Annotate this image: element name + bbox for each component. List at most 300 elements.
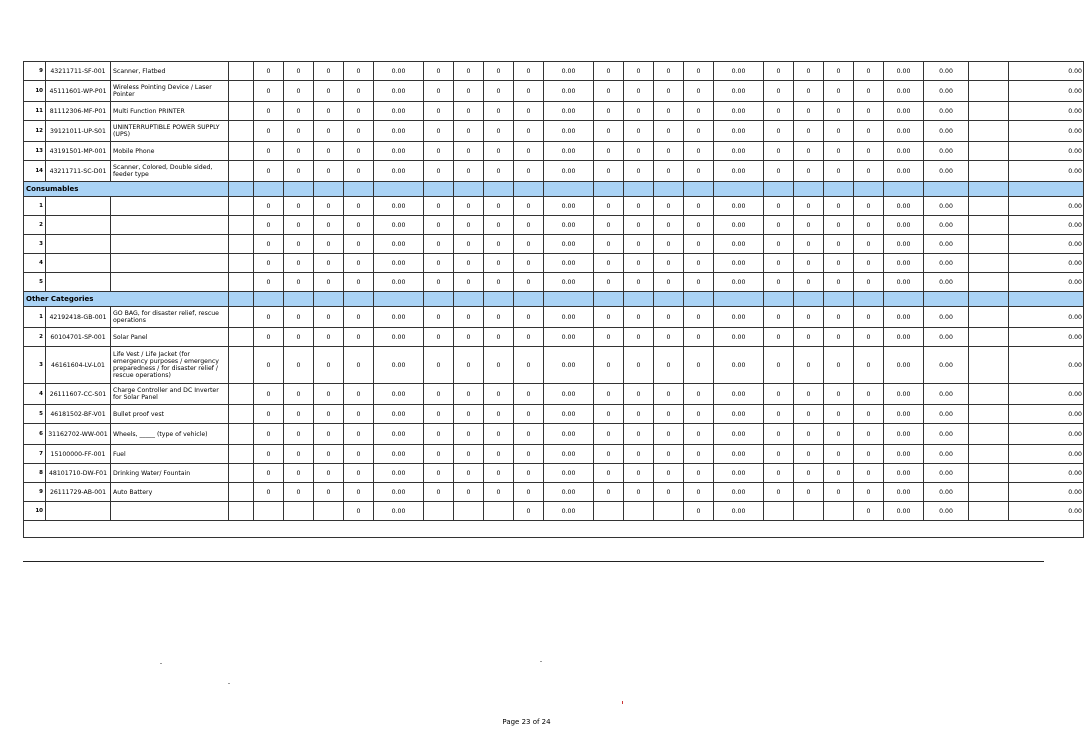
amount-cell: 0.00 xyxy=(884,142,924,161)
amount-cell: 0.00 xyxy=(374,142,424,161)
amount-cell: 0.00 xyxy=(924,216,969,235)
quantity-cell xyxy=(314,502,344,521)
amount-cell: 0.00 xyxy=(374,121,424,142)
amount-cell: 0.00 xyxy=(924,254,969,273)
quantity-cell: 0 xyxy=(254,62,284,81)
item-description: Charge Controller and DC Inverter for Solar Panel xyxy=(111,384,229,405)
amount-cell: 0.00 xyxy=(374,254,424,273)
total-amount-cell: 0.00 xyxy=(1009,464,1084,483)
quantity-cell: 0 xyxy=(594,121,624,142)
quantity-cell: 0 xyxy=(424,161,454,182)
unit-cell xyxy=(229,347,254,384)
quantity-cell: 0 xyxy=(594,81,624,102)
item-code xyxy=(46,216,111,235)
quantity-cell: 0 xyxy=(684,405,714,424)
table-row-empty xyxy=(24,521,1084,538)
amount-cell: 0.00 xyxy=(884,102,924,121)
quantity-cell: 0 xyxy=(794,62,824,81)
item-description: Drinking Water/ Fountain xyxy=(111,464,229,483)
unit-cell xyxy=(229,235,254,254)
quantity-cell: 0 xyxy=(594,142,624,161)
quantity-cell: 0 xyxy=(624,424,654,445)
quantity-cell: 0 xyxy=(284,62,314,81)
quantity-cell: 0 xyxy=(764,273,794,292)
amount-cell: 0.00 xyxy=(714,142,764,161)
table-row xyxy=(24,424,1084,445)
amount-cell: 0.00 xyxy=(884,216,924,235)
amount-cell: 0.00 xyxy=(374,235,424,254)
table-row xyxy=(24,121,1084,142)
quantity-cell: 0 xyxy=(824,464,854,483)
quantity-cell: 0 xyxy=(854,121,884,142)
quantity-cell: 0 xyxy=(684,464,714,483)
unit-cell xyxy=(229,483,254,502)
quantity-cell: 0 xyxy=(824,254,854,273)
quantity-cell: 0 xyxy=(254,161,284,182)
quantity-cell: 0 xyxy=(654,424,684,445)
quantity-cell: 0 xyxy=(624,121,654,142)
amount-cell: 0.00 xyxy=(884,464,924,483)
quantity-cell: 0 xyxy=(314,62,344,81)
quantity-cell: 0 xyxy=(624,483,654,502)
quantity-cell: 0 xyxy=(654,307,684,328)
quantity-cell: 0 xyxy=(314,197,344,216)
quantity-cell: 0 xyxy=(314,307,344,328)
quantity-cell: 0 xyxy=(684,424,714,445)
unit-cell xyxy=(229,216,254,235)
quantity-cell: 0 xyxy=(624,81,654,102)
scan-speck xyxy=(160,663,162,664)
amount-cell: 0.00 xyxy=(924,307,969,328)
quantity-cell: 0 xyxy=(284,307,314,328)
category-cell xyxy=(344,292,374,307)
blank-cell xyxy=(969,81,1009,102)
quantity-cell: 0 xyxy=(854,307,884,328)
quantity-cell: 0 xyxy=(344,142,374,161)
item-code: 26111729-AB-001 xyxy=(46,483,111,502)
quantity-cell: 0 xyxy=(484,235,514,254)
quantity-cell: 0 xyxy=(854,81,884,102)
blank-cell xyxy=(969,483,1009,502)
table-row xyxy=(24,81,1084,102)
quantity-cell: 0 xyxy=(454,483,484,502)
row-number: 1 xyxy=(24,307,46,328)
quantity-cell: 0 xyxy=(454,307,484,328)
total-amount-cell: 0.00 xyxy=(1009,235,1084,254)
quantity-cell: 0 xyxy=(794,121,824,142)
quantity-cell: 0 xyxy=(424,347,454,384)
category-cell xyxy=(824,292,854,307)
quantity-cell: 0 xyxy=(824,483,854,502)
item-description xyxy=(111,235,229,254)
amount-cell: 0.00 xyxy=(374,445,424,464)
quantity-cell: 0 xyxy=(454,102,484,121)
category-cell xyxy=(254,182,284,197)
amount-cell: 0.00 xyxy=(924,142,969,161)
amount-cell: 0.00 xyxy=(544,307,594,328)
quantity-cell: 0 xyxy=(794,347,824,384)
quantity-cell: 0 xyxy=(514,347,544,384)
table-row xyxy=(24,502,1084,521)
amount-cell: 0.00 xyxy=(924,235,969,254)
quantity-cell: 0 xyxy=(484,307,514,328)
quantity-cell: 0 xyxy=(344,273,374,292)
quantity-cell: 0 xyxy=(654,142,684,161)
quantity-cell: 0 xyxy=(254,328,284,347)
quantity-cell: 0 xyxy=(854,216,884,235)
quantity-cell: 0 xyxy=(454,81,484,102)
amount-cell: 0.00 xyxy=(924,81,969,102)
blank-cell xyxy=(969,307,1009,328)
quantity-cell: 0 xyxy=(854,483,884,502)
quantity-cell: 0 xyxy=(424,307,454,328)
category-cell xyxy=(544,182,594,197)
amount-cell: 0.00 xyxy=(374,483,424,502)
quantity-cell: 0 xyxy=(824,216,854,235)
quantity-cell: 0 xyxy=(484,273,514,292)
quantity-cell: 0 xyxy=(824,347,854,384)
amount-cell: 0.00 xyxy=(544,254,594,273)
item-description: Wireless Pointing Device / Laser Pointer xyxy=(111,81,229,102)
amount-cell: 0.00 xyxy=(884,328,924,347)
quantity-cell: 0 xyxy=(424,216,454,235)
item-code xyxy=(46,197,111,216)
amount-cell: 0.00 xyxy=(714,216,764,235)
category-cell xyxy=(374,292,424,307)
amount-cell: 0.00 xyxy=(884,161,924,182)
amount-cell: 0.00 xyxy=(374,464,424,483)
quantity-cell: 0 xyxy=(514,445,544,464)
quantity-cell: 0 xyxy=(594,384,624,405)
quantity-cell xyxy=(454,502,484,521)
amount-cell: 0.00 xyxy=(884,197,924,216)
scan-speck xyxy=(228,683,230,684)
quantity-cell: 0 xyxy=(794,102,824,121)
quantity-cell: 0 xyxy=(684,347,714,384)
category-cell xyxy=(484,292,514,307)
quantity-cell: 0 xyxy=(764,81,794,102)
quantity-cell xyxy=(484,502,514,521)
quantity-cell: 0 xyxy=(764,62,794,81)
category-cell xyxy=(284,292,314,307)
amount-cell: 0.00 xyxy=(374,81,424,102)
quantity-cell: 0 xyxy=(314,102,344,121)
category-cell xyxy=(229,292,254,307)
blank-cell xyxy=(969,347,1009,384)
quantity-cell: 0 xyxy=(824,405,854,424)
amount-cell: 0.00 xyxy=(924,273,969,292)
quantity-cell: 0 xyxy=(854,197,884,216)
quantity-cell: 0 xyxy=(344,424,374,445)
quantity-cell: 0 xyxy=(424,405,454,424)
quantity-cell: 0 xyxy=(624,161,654,182)
quantity-cell: 0 xyxy=(284,121,314,142)
quantity-cell: 0 xyxy=(344,347,374,384)
table-row xyxy=(24,307,1084,328)
table-row xyxy=(24,405,1084,424)
unit-cell xyxy=(229,142,254,161)
amount-cell: 0.00 xyxy=(544,464,594,483)
quantity-cell: 0 xyxy=(514,142,544,161)
category-cell xyxy=(624,182,654,197)
quantity-cell: 0 xyxy=(454,347,484,384)
quantity-cell: 0 xyxy=(424,273,454,292)
quantity-cell: 0 xyxy=(624,216,654,235)
quantity-cell xyxy=(254,502,284,521)
quantity-cell: 0 xyxy=(514,254,544,273)
amount-cell: 0.00 xyxy=(544,102,594,121)
item-code: 48101710-DW-F01 xyxy=(46,464,111,483)
quantity-cell: 0 xyxy=(594,273,624,292)
quantity-cell xyxy=(794,502,824,521)
item-description xyxy=(111,254,229,273)
amount-cell: 0.00 xyxy=(884,405,924,424)
quantity-cell: 0 xyxy=(254,197,284,216)
quantity-cell xyxy=(594,502,624,521)
quantity-cell: 0 xyxy=(684,216,714,235)
total-amount-cell: 0.00 xyxy=(1009,328,1084,347)
category-cell xyxy=(924,292,969,307)
amount-cell: 0.00 xyxy=(374,424,424,445)
amount-cell: 0.00 xyxy=(884,424,924,445)
quantity-cell: 0 xyxy=(654,254,684,273)
amount-cell: 0.00 xyxy=(544,81,594,102)
amount-cell: 0.00 xyxy=(374,328,424,347)
amount-cell: 0.00 xyxy=(714,254,764,273)
category-cell xyxy=(229,182,254,197)
unit-cell xyxy=(229,445,254,464)
quantity-cell: 0 xyxy=(514,483,544,502)
amount-cell: 0.00 xyxy=(884,502,924,521)
quantity-cell: 0 xyxy=(594,254,624,273)
quantity-cell: 0 xyxy=(854,445,884,464)
quantity-cell: 0 xyxy=(624,142,654,161)
quantity-cell: 0 xyxy=(854,405,884,424)
unit-cell xyxy=(229,464,254,483)
quantity-cell: 0 xyxy=(624,464,654,483)
quantity-cell: 0 xyxy=(594,197,624,216)
row-number: 2 xyxy=(24,328,46,347)
empty-cell xyxy=(24,521,1084,538)
quantity-cell: 0 xyxy=(764,328,794,347)
quantity-cell: 0 xyxy=(624,328,654,347)
item-description xyxy=(111,502,229,521)
total-amount-cell: 0.00 xyxy=(1009,81,1084,102)
quantity-cell: 0 xyxy=(314,328,344,347)
amount-cell: 0.00 xyxy=(884,254,924,273)
quantity-cell: 0 xyxy=(654,384,684,405)
amount-cell: 0.00 xyxy=(884,384,924,405)
procurement-table xyxy=(23,61,1084,538)
amount-cell: 0.00 xyxy=(714,197,764,216)
amount-cell: 0.00 xyxy=(714,62,764,81)
quantity-cell: 0 xyxy=(254,273,284,292)
amount-cell: 0.00 xyxy=(884,445,924,464)
quantity-cell: 0 xyxy=(284,161,314,182)
quantity-cell: 0 xyxy=(484,216,514,235)
quantity-cell: 0 xyxy=(624,347,654,384)
quantity-cell: 0 xyxy=(594,216,624,235)
row-number: 2 xyxy=(24,216,46,235)
quantity-cell: 0 xyxy=(454,254,484,273)
quantity-cell: 0 xyxy=(344,483,374,502)
table-row xyxy=(24,254,1084,273)
quantity-cell: 0 xyxy=(624,235,654,254)
category-cell xyxy=(714,292,764,307)
amount-cell: 0.00 xyxy=(374,347,424,384)
amount-cell: 0.00 xyxy=(544,62,594,81)
quantity-cell: 0 xyxy=(484,81,514,102)
quantity-cell: 0 xyxy=(454,405,484,424)
category-cell xyxy=(794,292,824,307)
quantity-cell: 0 xyxy=(484,384,514,405)
quantity-cell: 0 xyxy=(424,142,454,161)
quantity-cell: 0 xyxy=(424,121,454,142)
quantity-cell: 0 xyxy=(424,235,454,254)
quantity-cell: 0 xyxy=(484,197,514,216)
amount-cell: 0.00 xyxy=(924,445,969,464)
quantity-cell: 0 xyxy=(514,197,544,216)
category-cell xyxy=(764,292,794,307)
quantity-cell: 0 xyxy=(654,197,684,216)
item-description: UNINTERRUPTIBLE POWER SUPPLY (UPS) xyxy=(111,121,229,142)
table-row xyxy=(24,216,1084,235)
amount-cell: 0.00 xyxy=(714,347,764,384)
quantity-cell: 0 xyxy=(654,62,684,81)
quantity-cell: 0 xyxy=(684,273,714,292)
row-number: 5 xyxy=(24,405,46,424)
amount-cell: 0.00 xyxy=(714,502,764,521)
blank-cell xyxy=(969,197,1009,216)
quantity-cell: 0 xyxy=(624,102,654,121)
quantity-cell: 0 xyxy=(624,445,654,464)
quantity-cell: 0 xyxy=(824,307,854,328)
amount-cell: 0.00 xyxy=(544,142,594,161)
row-number: 7 xyxy=(24,445,46,464)
blank-cell xyxy=(969,161,1009,182)
quantity-cell: 0 xyxy=(344,81,374,102)
quantity-cell: 0 xyxy=(594,405,624,424)
quantity-cell: 0 xyxy=(764,121,794,142)
quantity-cell: 0 xyxy=(654,121,684,142)
table-row xyxy=(24,62,1084,81)
blank-cell xyxy=(969,62,1009,81)
quantity-cell: 0 xyxy=(284,464,314,483)
amount-cell: 0.00 xyxy=(884,483,924,502)
quantity-cell: 0 xyxy=(424,102,454,121)
total-amount-cell: 0.00 xyxy=(1009,483,1084,502)
quantity-cell: 0 xyxy=(514,502,544,521)
quantity-cell: 0 xyxy=(454,424,484,445)
quantity-cell: 0 xyxy=(794,254,824,273)
item-description: GO BAG, for disaster relief, rescue operations xyxy=(111,307,229,328)
quantity-cell: 0 xyxy=(284,405,314,424)
unit-cell xyxy=(229,197,254,216)
quantity-cell: 0 xyxy=(314,405,344,424)
page-number: Page 23 of 24 xyxy=(502,718,551,726)
quantity-cell: 0 xyxy=(824,328,854,347)
row-number: 4 xyxy=(24,384,46,405)
quantity-cell: 0 xyxy=(514,62,544,81)
quantity-cell: 0 xyxy=(764,197,794,216)
table-row xyxy=(24,273,1084,292)
quantity-cell: 0 xyxy=(594,161,624,182)
quantity-cell: 0 xyxy=(624,405,654,424)
amount-cell: 0.00 xyxy=(884,235,924,254)
amount-cell: 0.00 xyxy=(924,121,969,142)
quantity-cell: 0 xyxy=(344,62,374,81)
quantity-cell: 0 xyxy=(254,424,284,445)
quantity-cell: 0 xyxy=(344,502,374,521)
quantity-cell: 0 xyxy=(824,121,854,142)
quantity-cell: 0 xyxy=(764,216,794,235)
quantity-cell: 0 xyxy=(284,445,314,464)
quantity-cell: 0 xyxy=(484,121,514,142)
quantity-cell: 0 xyxy=(314,216,344,235)
quantity-cell: 0 xyxy=(594,62,624,81)
quantity-cell: 0 xyxy=(424,81,454,102)
quantity-cell: 0 xyxy=(424,384,454,405)
unit-cell xyxy=(229,254,254,273)
row-number: 5 xyxy=(24,273,46,292)
amount-cell: 0.00 xyxy=(884,273,924,292)
quantity-cell: 0 xyxy=(594,307,624,328)
quantity-cell: 0 xyxy=(254,235,284,254)
item-description: Bullet proof vest xyxy=(111,405,229,424)
quantity-cell: 0 xyxy=(514,384,544,405)
category-cell xyxy=(254,292,284,307)
amount-cell: 0.00 xyxy=(374,161,424,182)
scan-speck xyxy=(540,661,542,662)
quantity-cell: 0 xyxy=(854,273,884,292)
amount-cell: 0.00 xyxy=(374,273,424,292)
item-description: Mobile Phone xyxy=(111,142,229,161)
amount-cell: 0.00 xyxy=(714,424,764,445)
quantity-cell: 0 xyxy=(794,235,824,254)
quantity-cell: 0 xyxy=(624,62,654,81)
quantity-cell: 0 xyxy=(594,328,624,347)
amount-cell: 0.00 xyxy=(374,197,424,216)
amount-cell: 0.00 xyxy=(714,81,764,102)
quantity-cell: 0 xyxy=(454,235,484,254)
quantity-cell: 0 xyxy=(454,142,484,161)
quantity-cell: 0 xyxy=(764,254,794,273)
quantity-cell: 0 xyxy=(824,384,854,405)
quantity-cell: 0 xyxy=(454,121,484,142)
amount-cell: 0.00 xyxy=(714,273,764,292)
quantity-cell: 0 xyxy=(344,384,374,405)
row-number: 13 xyxy=(24,142,46,161)
quantity-cell: 0 xyxy=(854,464,884,483)
item-code xyxy=(46,273,111,292)
quantity-cell: 0 xyxy=(484,102,514,121)
quantity-cell: 0 xyxy=(484,142,514,161)
quantity-cell: 0 xyxy=(314,121,344,142)
amount-cell: 0.00 xyxy=(374,405,424,424)
quantity-cell: 0 xyxy=(824,102,854,121)
amount-cell: 0.00 xyxy=(924,197,969,216)
quantity-cell: 0 xyxy=(514,81,544,102)
quantity-cell: 0 xyxy=(454,384,484,405)
category-label: Other Categories xyxy=(24,292,229,307)
table-row xyxy=(24,347,1084,384)
unit-cell xyxy=(229,81,254,102)
category-cell xyxy=(454,292,484,307)
category-cell xyxy=(544,292,594,307)
table-row xyxy=(24,161,1084,182)
quantity-cell: 0 xyxy=(514,161,544,182)
quantity-cell: 0 xyxy=(514,464,544,483)
